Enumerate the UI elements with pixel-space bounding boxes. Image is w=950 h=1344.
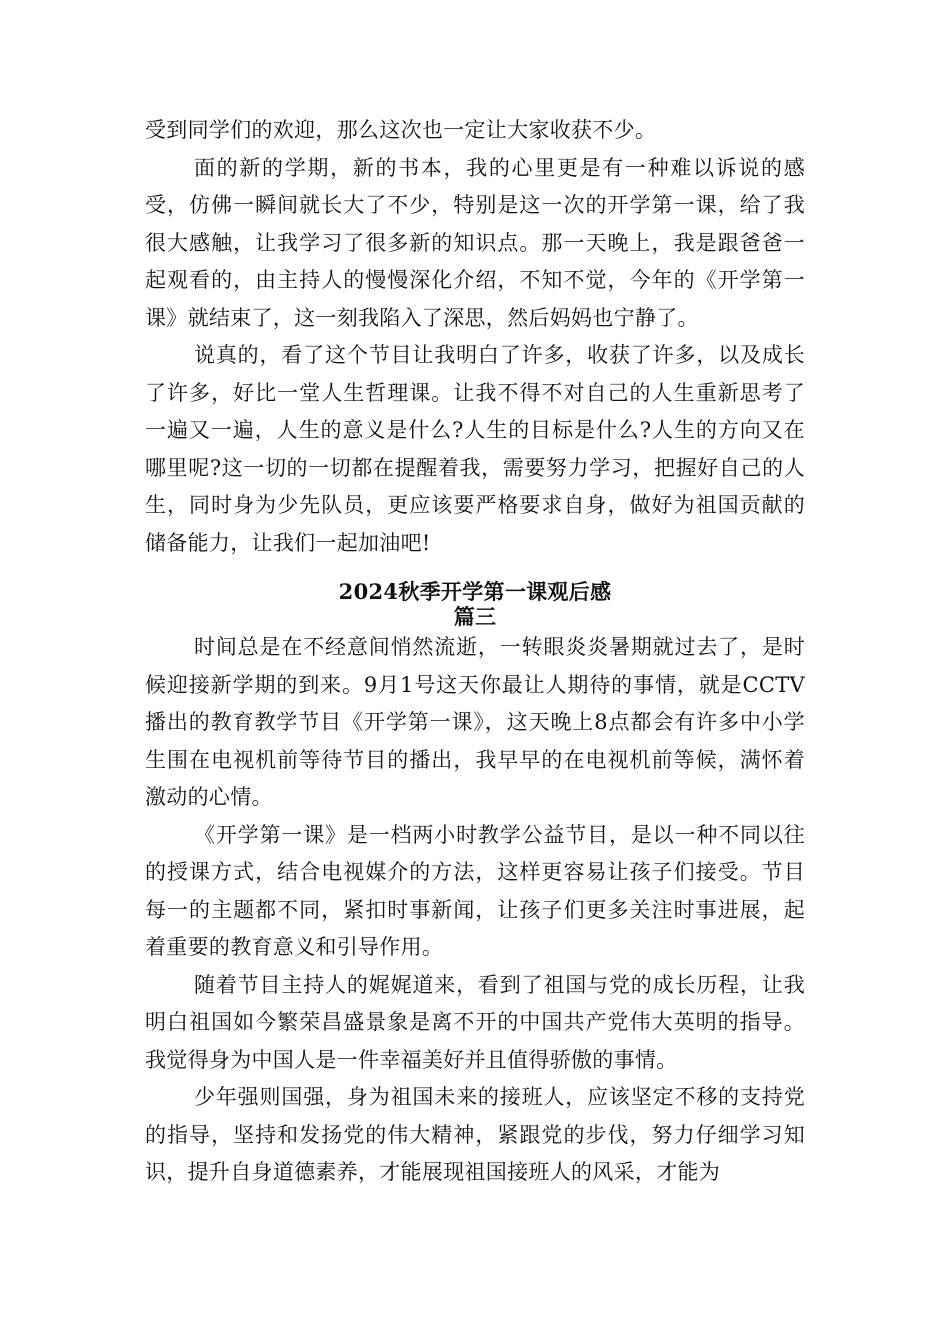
document-body <box>145 112 805 1192</box>
paragraph: 说真的，看了这个节目让我明白了许多，收获了许多，以及成长了许多，好比一堂人生哲理课。让我不得不对自己的人生重新思考了一遍又一遍，人生的意义是什么?人生的目标是什么?人生的方向又在哪里呢?这一切的一切都在提醒着我，需要努力学习，把握好自己的人生，同时身为少先队员，更应该要严格要求自身，做好为祖国贡献的储备能力，让我们一起加油吧! <box>145 343 805 555</box>
paragraph: 少年强则国强，身为祖国未来的接班人，应该坚定不移的支持党的指导，坚持和发扬党的伟大精神，紧跟党的步伐，努力仔细学习知识，提升自身道德素养，才能展现祖国接班人的风采，才能为 <box>145 1085 805 1184</box>
paragraph: 面的新的学期，新的书本，我的心里更是有一种难以诉说的感受，仿佛一瞬间就长大了不少，特别是这一次的开学第一课，给了我很大感触，让我学习了很多新的知识点。那一天晚上，我是跟爸爸一起观看的，由主持人的慢慢深化介绍，不知不觉，今年的《开学第一课》就结束了，这一刻我陷入了深思，然后妈妈也宁静了。 <box>145 155 805 330</box>
paragraph: 随着节目主持人的娓娓道来，看到了祖国与党的成长历程，让我明白祖国如今繁荣昌盛景象是离不开的中国共产党伟大英明的指导。我觉得身为中国人是一件幸福美好并且值得骄傲的事情。 <box>145 972 805 1072</box>
essay-title: 2024秋季开学第一课观后感 <box>338 579 612 604</box>
paragraph: 时间总是在不经意间悄然流逝，一转眼炎炎暑期就过去了，是时候迎接新学期的到来。9月1号这天你最让人期待的事情，就是CCTV播出的教育教学节目《开学第一课》，这天晚上8点都会有许多中小学生围在电视机前等待节目的播出，我早早的在电视机前等候，满怀着激动的心情。 <box>145 635 805 809</box>
paragraph: 《开学第一课》是一档两小时教学公益节目，是以一种不同以往的授课方式，结合电视媒介的方法，这样更容易让孩子们接受。节目每一的主题都不同，紧扣时事新闻，让孩子们更多关注时事进展，起着重要的教育意义和引导作用。 <box>145 822 805 959</box>
essay-heading <box>145 579 805 629</box>
paragraph-continued: 受到同学们的欢迎，那么这次也一定让大家收获不少。 <box>145 118 657 142</box>
essay-subtitle: 篇三 <box>453 604 497 629</box>
